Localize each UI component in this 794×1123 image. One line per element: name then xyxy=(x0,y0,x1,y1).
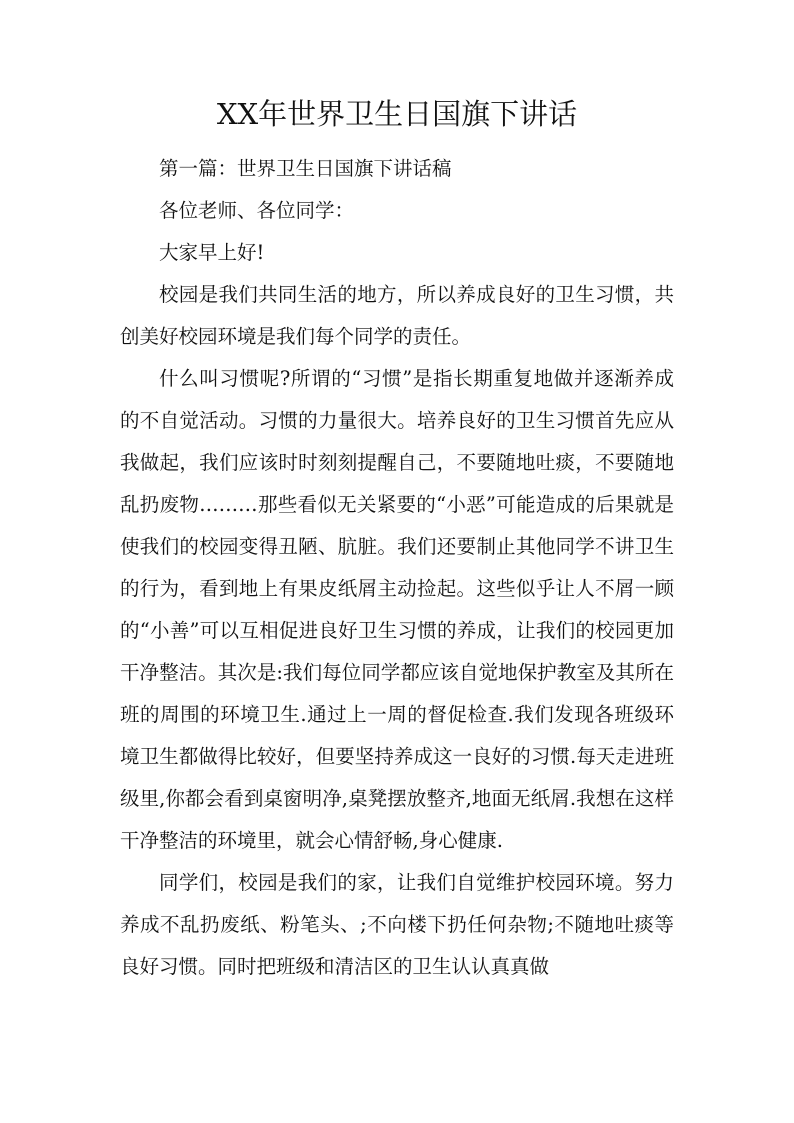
body-paragraph: 什么叫习惯呢?所谓的“习惯”是指长期重复地做并逐渐养成的不自觉活动。习惯的力量很大。培养良好的卫生习惯首先应从我做起，我们应该时时刻刻提醒自己，不要随地吐痰，不要随地乱扔废物………那些看似无关紧要的“小恶”可能造成的后果就是使我们的校园变得丑陋、肮脏。我们还要制止其他同学不讲卫生的行为，看到地上有果皮纸屑主动捡起。这些似乎让人不屑一顾的“小善”可以互相促进良好卫生习惯的养成，让我们的校园更加干净整洁。其次是:我们每位同学都应该自觉地保护教室及其所在班的周围的环境卫生.通过上一周的督促检查.我们发现各班级环境卫生都做得比较好，但要坚持养成这一良好的习惯.每天走进班级里,你都会看到桌窗明净,桌凳摆放整齐,地面无纸屑.我想在这样干净整洁的环境里，就会心情舒畅,身心健康. xyxy=(120,367,674,852)
section-heading: 第一篇：世界卫生日国旗下讲话稿 xyxy=(159,157,452,180)
body-paragraph: 同学们，校园是我们的家，让我们自觉维护校园环境。努力养成不乱扔废纸、粉笔头、;不向楼下扔任何杂物;不随地吐痰等良好习惯。同时把班级和清洁区的卫生认认真真做 xyxy=(120,871,674,978)
body-paragraph: 校园是我们共同生活的地方，所以养成良好的卫生习惯，共创美好校园环境是我们每个同学的责任。 xyxy=(120,283,674,348)
document-title: XX年世界卫生日国旗下讲话 xyxy=(216,97,578,131)
salutation: 各位老师、各位同学： xyxy=(159,199,355,222)
greeting: 大家早上好! xyxy=(159,241,265,264)
